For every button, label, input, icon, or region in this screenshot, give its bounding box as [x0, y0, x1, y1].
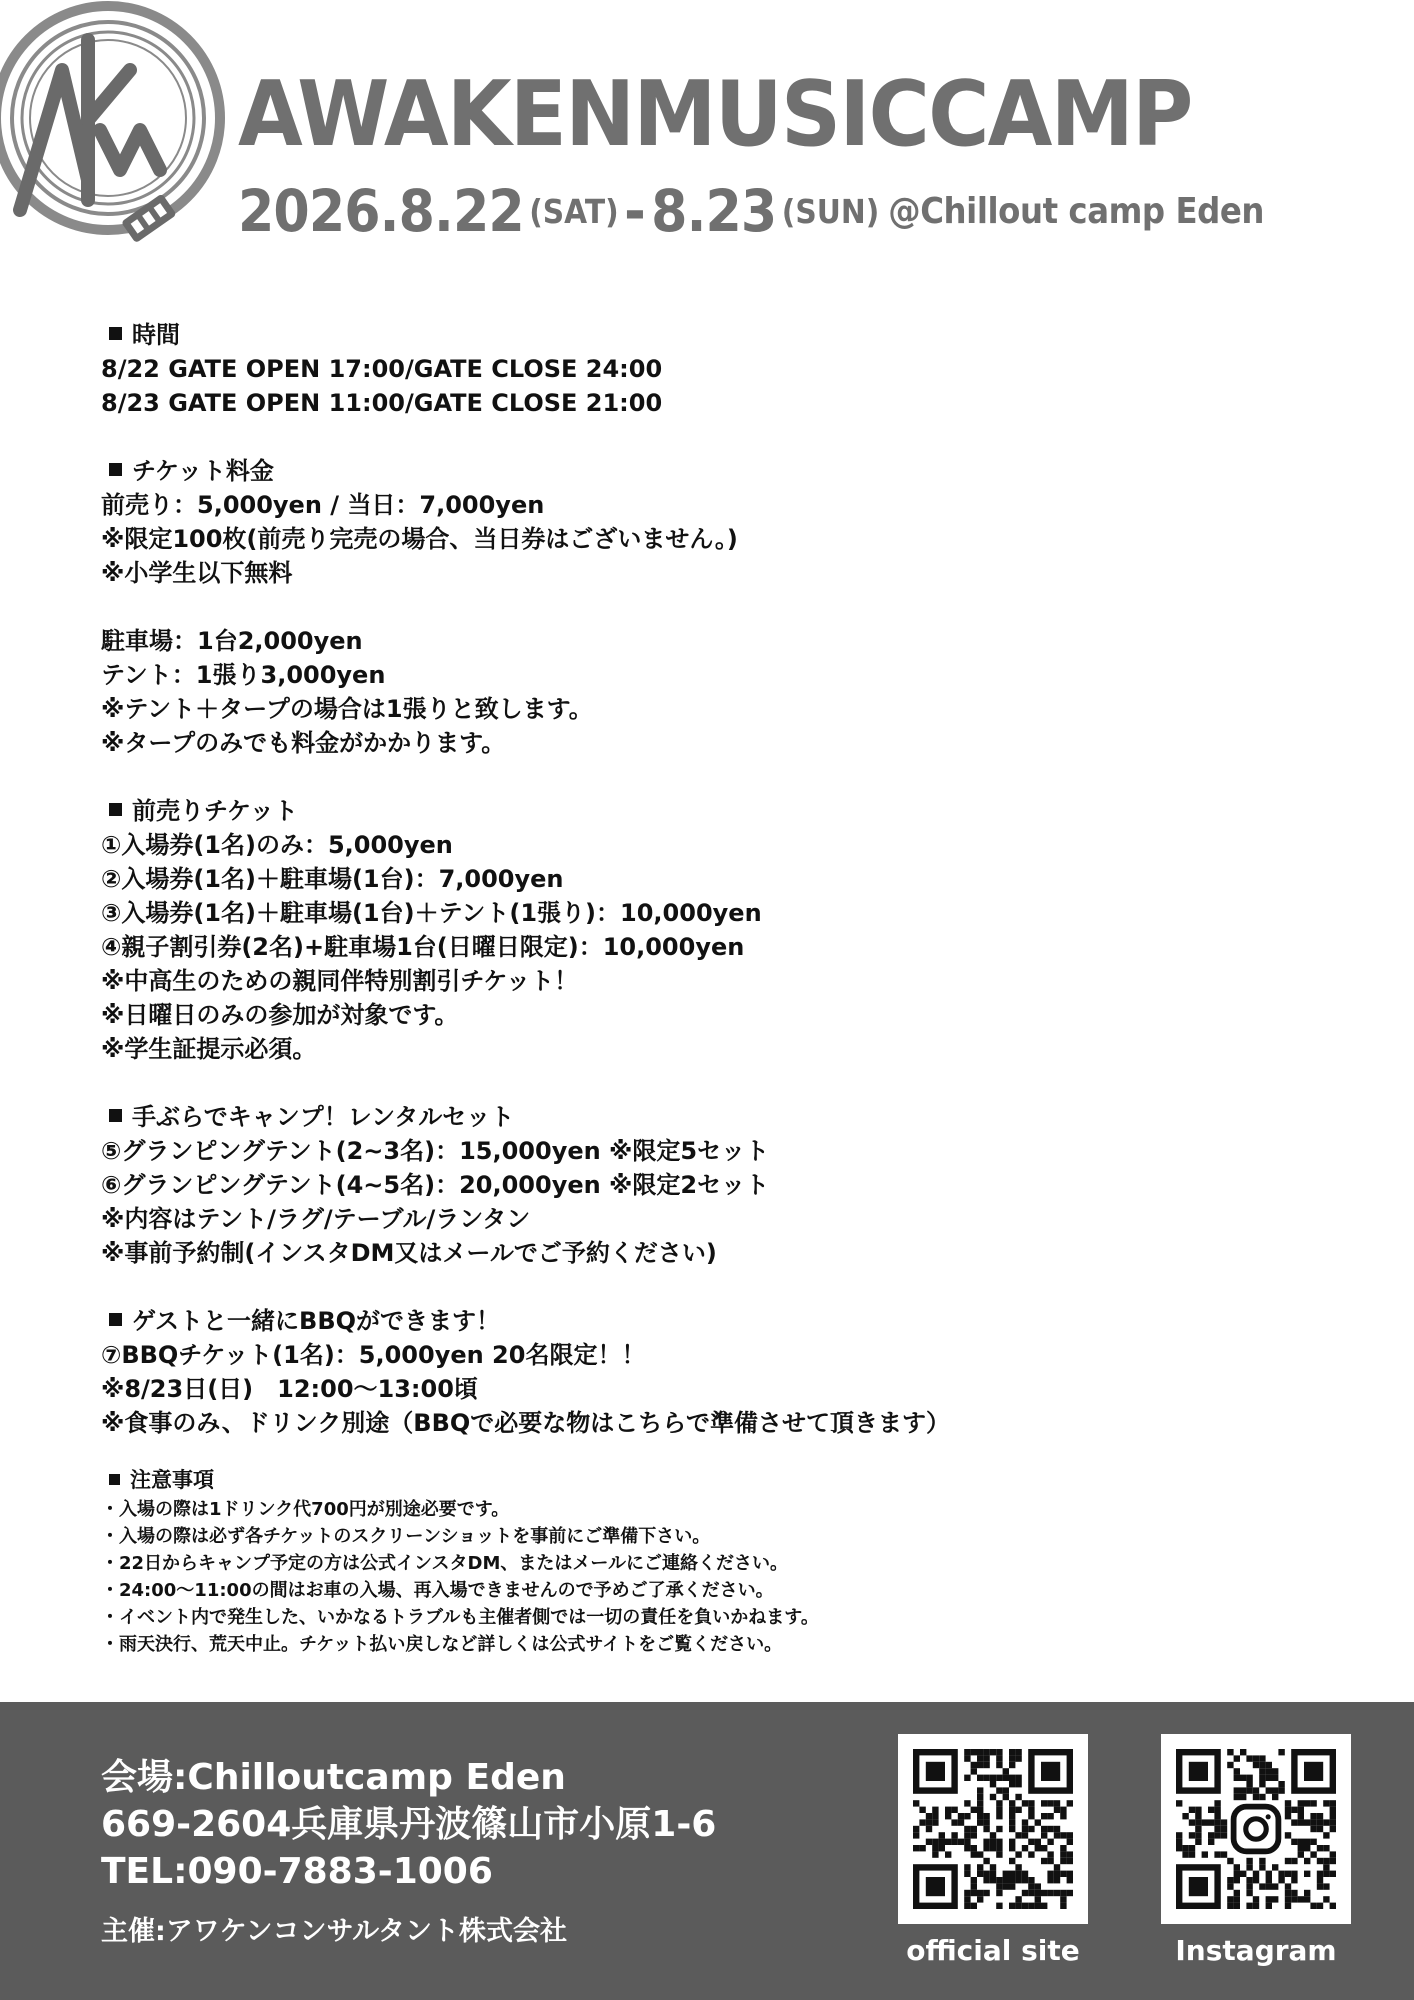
note-item: ・24:00〜11:00の間はお車の入場、再入場できませんので予めご了承ください。: [101, 1580, 774, 1601]
parking-tent-line: テント：1張り3,000yen: [101, 661, 386, 689]
start-date: 2026.8.22: [238, 177, 524, 245]
event-dates: [238, 177, 1265, 245]
advance-tickets-heading: 前売りチケット: [101, 794, 1351, 828]
bbq-heading: ゲストと一緒にBBQができます！: [101, 1304, 1351, 1338]
time-heading: 時間: [101, 318, 1351, 352]
square-bullet-icon: [109, 1313, 122, 1326]
square-bullet-icon: [109, 803, 122, 816]
event-details: [101, 318, 1351, 1658]
rental-line: ※内容はテント/ラグ/テーブル/ランタン: [101, 1205, 531, 1233]
square-bullet-icon: [109, 463, 122, 476]
rental-heading: 手ぶらでキャンプ！レンタルセット: [101, 1100, 1351, 1134]
organizer: 主催:アワケンコンサルタント株式会社: [101, 1916, 568, 1947]
time-line: 8/23 GATE OPEN 11:00/GATE CLOSE 21:00: [101, 389, 663, 417]
event-title: AWAKENMUSICCAMP: [238, 62, 1192, 167]
advance-ticket-line: ④親子割引券(2名)+駐車場1台(日曜日限定)：10,000yen: [101, 933, 745, 961]
qr-code-icon: [913, 1749, 1073, 1909]
end-day: (SUN): [781, 192, 880, 231]
instagram-qr-icon: [1176, 1749, 1336, 1909]
official-site-label[interactable]: official site: [906, 1934, 1080, 1967]
ticket-price-line: 前売り：5,000yen / 当日：7,000yen: [101, 491, 545, 519]
footer-bar: [0, 1702, 1414, 2000]
notes-heading: 注意事項: [101, 1464, 1351, 1496]
rental-line: ⑤グランピングテント(2~3名)：15,000yen ※限定5セット: [101, 1137, 770, 1165]
event-venue: @Chillout camp Eden: [888, 191, 1265, 232]
venue-address: 669-2604兵庫県丹波篠山市小原1-6: [101, 1804, 717, 1845]
rental-line: ⑥グランピングテント(4~5名)：20,000yen ※限定2セット: [101, 1171, 770, 1199]
advance-ticket-line: ②入場券(1名)＋駐車場(1台)：7,000yen: [101, 865, 564, 893]
square-bullet-icon: [109, 1109, 122, 1122]
parking-tent-line: ※テント＋タープの場合は1張りと致します。: [101, 695, 593, 723]
start-day: (SAT): [529, 192, 619, 231]
note-item: ・雨天決行、荒天中止。チケット払い戻しなど詳しくは公式サイトをご覧ください。: [101, 1634, 783, 1655]
bbq-line: ※8/23日(日) 12:00〜13:00頃: [101, 1375, 478, 1403]
advance-ticket-line: ③入場券(1名)＋駐車場(1台)＋テント(1張り)：10,000yen: [101, 899, 762, 927]
date-separator: -: [624, 177, 646, 245]
square-bullet-icon: [109, 327, 122, 340]
note-item: ・イベント内で発生した、いかなるトラブルも主催者側では一切の責任を負いかねます。: [101, 1607, 819, 1628]
time-line: 8/22 GATE OPEN 17:00/GATE CLOSE 24:00: [101, 355, 663, 383]
venue-info: [101, 1754, 716, 1895]
official-site-qr[interactable]: [898, 1734, 1088, 1924]
advance-ticket-line: ①入場券(1名)のみ：5,000yen: [101, 831, 453, 859]
advance-ticket-line: ※中高生のための親同伴特別割引チケット！: [101, 967, 579, 995]
instagram-label: Instagram: [1175, 1934, 1337, 1967]
akm-logo: [0, 0, 240, 270]
parking-tent-line: 駐車場：1台2,000yen: [101, 627, 363, 655]
rental-line: ※事前予約制(インスタDM又はメールでご予約ください): [101, 1239, 717, 1267]
ticket-price-line: ※限定100枚(前売り完売の場合、当日券はございません。): [101, 525, 738, 553]
venue-name: 会場:Chilloutcamp Eden: [101, 1757, 566, 1798]
venue-phone: TEL:090-7883-1006: [101, 1851, 493, 1892]
advance-ticket-line: ※学生証提示必須。: [101, 1035, 317, 1063]
ticket-price-heading: チケット料金: [101, 454, 1351, 488]
bbq-line: ※食事のみ、ドリンク別途（BBQで必要な物はこちらで準備させて頂きます）: [101, 1409, 951, 1437]
square-bullet-icon: [109, 1474, 120, 1485]
advance-ticket-line: ※日曜日のみの参加が対象です。: [101, 1001, 459, 1029]
parking-tent-line: ※タープのみでも料金がかかります。: [101, 729, 506, 757]
ticket-price-line: ※小学生以下無料: [101, 559, 293, 587]
bbq-line: ⑦BBQチケット(1名)：5,000yen 20名限定！！: [101, 1341, 646, 1369]
note-item: ・入場の際は必ず各チケットのスクリーンショットを事前にご準備下さい。: [101, 1526, 711, 1547]
note-item: ・入場の際は1ドリンク代700円が別途必要です。: [101, 1499, 510, 1520]
end-date: 8.23: [651, 177, 777, 245]
note-item: ・22日からキャンプ予定の方は公式インスタDM、またはメールにご連絡ください。: [101, 1553, 788, 1574]
instagram-qr[interactable]: [1161, 1734, 1351, 1924]
